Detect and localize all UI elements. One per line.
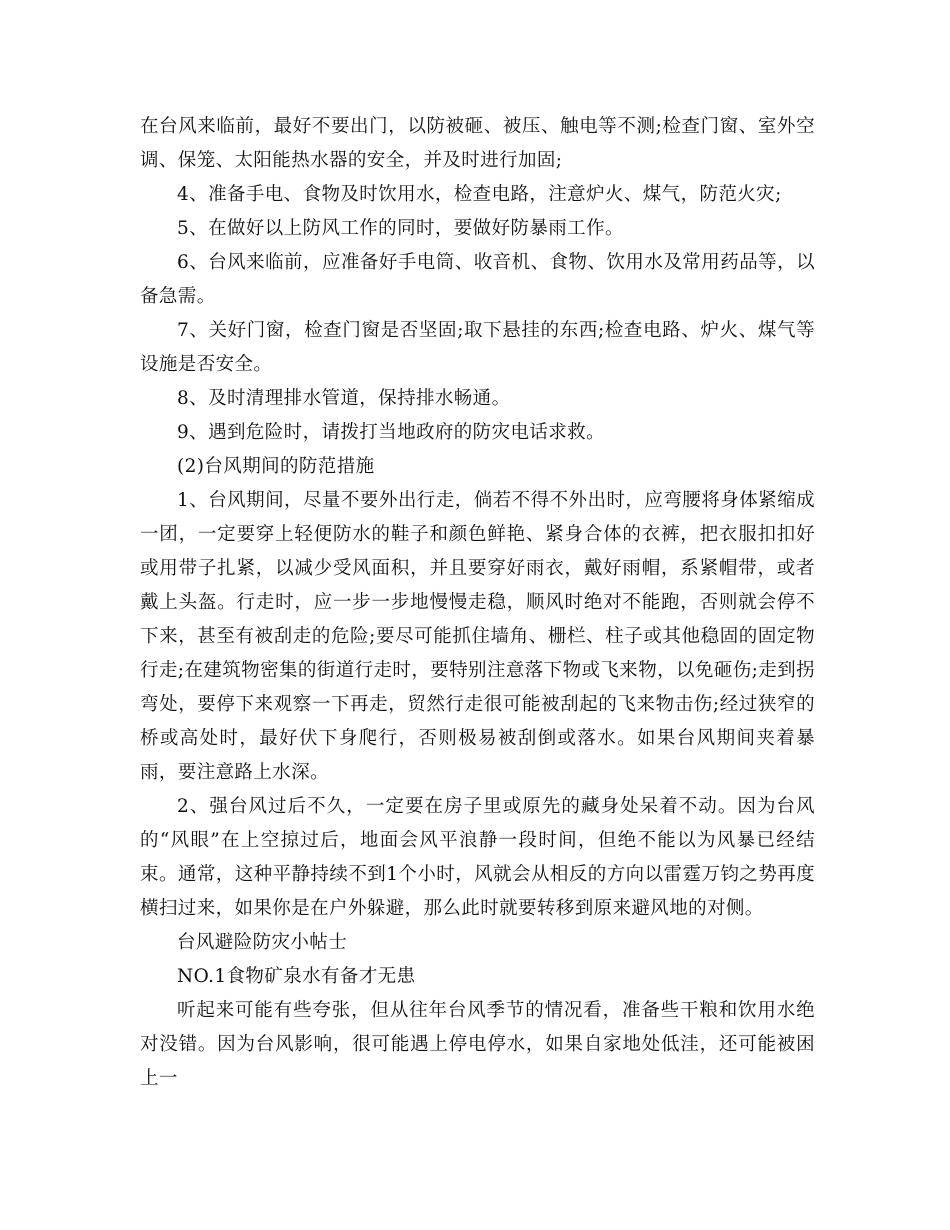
paragraph-item-7: 7、关好门窗，检查门窗是否坚固;取下悬挂的东西;检查电路、炉火、煤气等设施是否安全。 — [140, 320, 815, 375]
paragraph-item-4: 4、准备手电、食物及时饮用水，检查电路，注意炉火、煤气，防范火灾; — [177, 184, 782, 205]
paragraph-item-9: 9、遇到危险时，请拨打当地政府的防灾电话求救。 — [177, 422, 605, 443]
section-heading-during-typhoon: (2)台风期间的防范措施 — [177, 456, 375, 477]
tip-heading-no1: NO.1食物矿泉水有备才无患 — [177, 966, 416, 987]
section-heading-tips: 台风避险防灾小帖士 — [177, 932, 348, 953]
document-page — [140, 110, 815, 1096]
paragraph-during-item-1: 1、台风期间，尽量不要外出行走，倘若不得不外出时，应弯腰将身体紧缩成一团，一定要穿上轻便防水的鞋子和颜色鲜艳、紧身合体的衣裤，把衣服扣扣好或用带子扎紧，以减少受风面积，并且要穿好雨衣，戴好雨帽，系紧帽带，或者戴上头盔。行走时，应一步一步地慢慢走稳，顺风时绝对不能跑，否则就会停不下来，甚至有被刮走的危险;要尽可能抓住墙角、栅栏、柱子或其他稳固的固定物行走;在建筑物密集的街道行走时，要特别注意落下物或飞来物，以免砸伤;走到拐弯处，要停下来观察一下再走，贸然行走很可能被刮起的飞来物击伤;经过狭窄的桥或高处时，最好伏下身爬行，否则极易被刮倒或落水。如果台风期间夹着暴雨，要注意路上水深。 — [140, 490, 815, 783]
paragraph-item-6: 6、台风来临前，应准备好手电筒、收音机、食物、饮用水及常用药品等，以备急需。 — [140, 252, 815, 307]
paragraph-item-5: 5、在做好以上防风工作的同时，要做好防暴雨工作。 — [177, 218, 624, 239]
paragraph-item-8: 8、及时清理排水管道，保持排水畅通。 — [177, 388, 511, 409]
paragraph-during-item-2: 2、强台风过后不久，一定要在房子里或原先的藏身处呆着不动。因为台风的“风眼”在上空掠过后，地面会风平浪静一段时间，但绝不能以为风暴已经结束。通常，这种平静持续不到1个小时，风就会从相反的方向以雷霆万钧之势再度横扫过来，如果你是在户外躲避，那么此时就要转移到原来避风地的对侧。 — [140, 796, 815, 919]
paragraph-tip-no1: 听起来可能有些夸张，但从往年台风季节的情况看，准备些干粮和饮用水绝对没错。因为台风影响，很可能遇上停电停水，如果自家地处低洼，还可能被困上一 — [140, 1000, 815, 1089]
paragraph-intro: 在台风来临前，最好不要出门，以防被砸、被压、触电等不测;检查门窗、室外空调、保笼、太阳能热水器的安全，并及时进行加固; — [140, 116, 815, 171]
